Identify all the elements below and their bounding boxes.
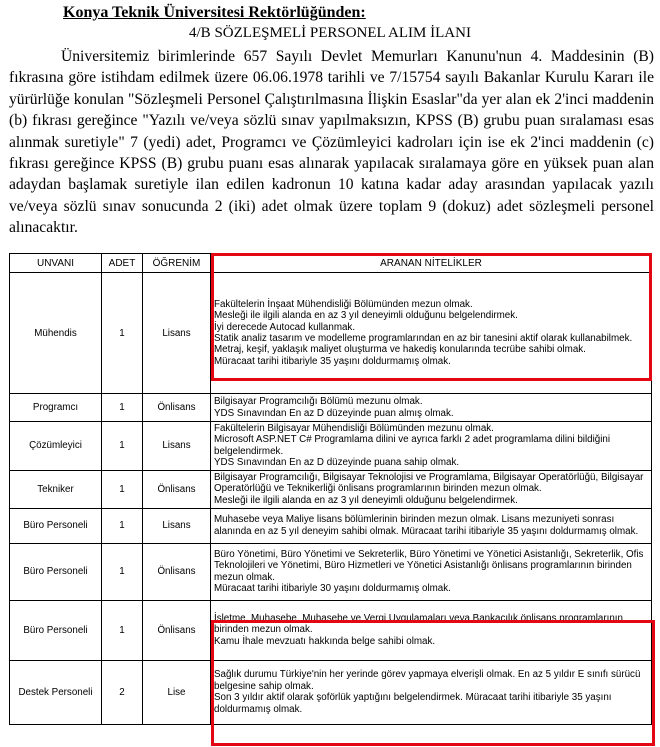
qualifications-cell <box>211 394 652 422</box>
announcement-subtitle: 4/B SÖZLEŞMELİ PERSONEL ALIM İLANI <box>189 25 471 41</box>
education-cell: Lisans <box>143 422 211 471</box>
position-title-cell: Büro Personeli <box>10 543 102 600</box>
table-row <box>10 394 652 422</box>
qualification-line: birinden mezun olmak. <box>214 624 313 636</box>
qualification-line: Fakültelerin Bilgisayar Mühendisliği Bölümünden mezunu olmak. <box>214 423 494 434</box>
position-title-cell: Büro Personeli <box>10 508 102 543</box>
education-cell: Lisans <box>143 273 211 394</box>
education-cell: Önlisans <box>143 600 211 660</box>
position-title-cell: Büro Personeli <box>10 600 102 660</box>
qualification-line: Sağlık durumu Türkiye'nin her yerinde görev yapmaya elverişli olmak. En az 5 yıldır E sınıfı sürücü belgesine sahip olmak. <box>214 669 641 692</box>
highlight-box-office-driver <box>211 620 655 746</box>
qualifications-cell <box>211 422 652 471</box>
intro-paragraph: Üniversitemiz birimlerinde 657 Sayılı Devlet Memurları Kanunu'nun 4. Maddesinin (B) fıkrasına göre istihdam edilmek üzere 06.06.1978 tarihli ve 7/15754 sayılı Bakanlar Kurulu Kararı ile yürürlüğe konulan "Sözleşmeli Personel Çalıştırılmasına İlişkin Esaslar"da yer alan ek 2'inci maddenin (b) fıkrası gereğince "Yazılı ve/veya sözlü sınav yapılmaksızın, KPSS (B) grubu puan sıralaması esas alınmak suretiyle" 7 (yedi) adet, Programcı ve Çözümleyici kadroları için ise ek 2'inci maddenin (c) fıkrası gereğince KPSS (B) grubu puanı esas alınarak yapılacak sıralamaya göre en yüksek puan alan adaydan başlamak suretiyle ilan edilen kadronun 10 katına kadar aday arasından yapılacak yazılı ve/veya sözlü sınav sonucunda 2 (iki) adet olmak üzere toplam 9 (dokuz) adet sözleşmeli personel alınacaktır. <box>9 48 654 237</box>
qualifications-cell <box>211 470 652 508</box>
qualification-line: Müracaat tarihi itibariyle 35 yaşını doldurmamış olmak. <box>214 355 451 367</box>
qualification-line: Mesleği ile ilgili alanda en az 3 yıl deneyimli olduğunu belgelendirmek. <box>214 494 518 506</box>
qualification-line: Microsoft ASP.NET C# Programlama dilini ve ayrıca farklı 2 adet programlama dilini bildiğini belgelendirmek. <box>214 434 611 457</box>
position-title-cell: Destek Personeli <box>10 660 102 724</box>
institution-title: Konya Teknik Üniversitesi Rektörlüğünden: <box>63 4 366 21</box>
education-cell: Lise <box>143 660 211 724</box>
count-cell: 1 <box>102 543 143 600</box>
table-row <box>10 422 652 471</box>
qualification-line: Büro Yönetimi, Büro Yönetimi ve Sekreterlik, Büro Yönetimi ve Yönetici Asistanlığı, Sekreterlik, Ofis Teknolojileri ve Yönetimi, Büro Hizmetleri ve Yönetici Asistanlığı önlisans programlarının birinden mezun olmak. <box>214 548 644 583</box>
position-title-cell: Programcı <box>10 394 102 422</box>
header-unvan: UNVANI <box>10 254 102 273</box>
header-nitelikler: ARANAN NİTELİKLER <box>211 254 652 273</box>
count-cell: 1 <box>102 508 143 543</box>
qualification-line: YDS Sınavından En az D düzeyinde puan almış olmak. <box>214 407 454 419</box>
position-title-cell: Çözümleyici <box>10 422 102 471</box>
count-cell: 1 <box>102 273 143 394</box>
qualification-line: Bilgisayar Programcılığı Bölümü mezunu olmak. <box>214 396 423 408</box>
education-cell: Önlisans <box>143 470 211 508</box>
header-ogrenim: ÖĞRENİM <box>143 254 211 273</box>
position-title-cell: Tekniker <box>10 470 102 508</box>
count-cell: 1 <box>102 422 143 471</box>
qualification-line: Müracaat tarihi itibariyle 30 yaşını doldurmamış olmak. <box>214 583 451 595</box>
qualification-line: YDS Sınavından En az D düzeyinde puana sahip olmak. <box>214 457 460 469</box>
qualifications-cell <box>211 543 652 600</box>
qualification-line: Bilgisayar Programcılığı, Bilgisayar Teknolojisi ve Programlama, Bilgisayar Operatörlüğü, Bilgisayar Operatörlüğü ve Teknikerliği önlisans programlarının birinden mezun olmak. <box>214 472 644 495</box>
header-adet: ADET <box>102 254 143 273</box>
qualification-line: Mesleği ile ilgili alanda en az 3 yıl deneyimli olduğunu belgelendirmek. <box>214 310 518 322</box>
qualification-line: İyi derecede Autocad kullanmak. <box>214 321 356 333</box>
count-cell: 1 <box>102 600 143 660</box>
qualification-line: Muhasebe veya Maliye lisans bölümlerinin birinden mezun olmak. Lisans mezuniyeti sonrası alanında en az 5 yıl deneyim sahibi olmak. Müracaat tarihi itibariyle 35 yaşını doldurmamış olmak. <box>214 514 639 537</box>
qualification-line: Kamu İhale mevzuatı hakkında belge sahibi olmak. <box>214 635 436 647</box>
table-row <box>10 470 652 508</box>
count-cell: 1 <box>102 470 143 508</box>
highlight-box-engineer <box>211 253 652 381</box>
qualification-line: Fakültelerin İnşaat Mühendisliği Bölümünden mezun olmak. <box>214 298 473 310</box>
table-row <box>10 543 652 600</box>
count-cell: 2 <box>102 660 143 724</box>
education-cell: Lisans <box>143 508 211 543</box>
count-cell: 1 <box>102 394 143 422</box>
position-title-cell: Mühendis <box>10 273 102 394</box>
qualifications-cell <box>211 508 652 543</box>
qualification-line: İşletme, Muhasebe, Muhasebe ve Vergi Uygulamaları veya Bankacılık önlisans programlarının <box>214 613 623 625</box>
qualification-line: Son 3 yıldır aktif olarak şoförlük yaptığını belgelendirmek. Müracaat tarihi itibariyle 35 yaşını doldurmamış olmak. <box>214 692 612 715</box>
education-cell: Önlisans <box>143 543 211 600</box>
table-row <box>10 508 652 543</box>
education-cell: Önlisans <box>143 394 211 422</box>
qualification-line: Statik analiz tasarım ve modelleme programlarından en az bir tanesini aktif olarak kullanabilmek. Metraj, keşif, yaklaşık maliyet oluşturma ve hakediş konularında tecrübe sahibi olmak. <box>214 333 633 356</box>
